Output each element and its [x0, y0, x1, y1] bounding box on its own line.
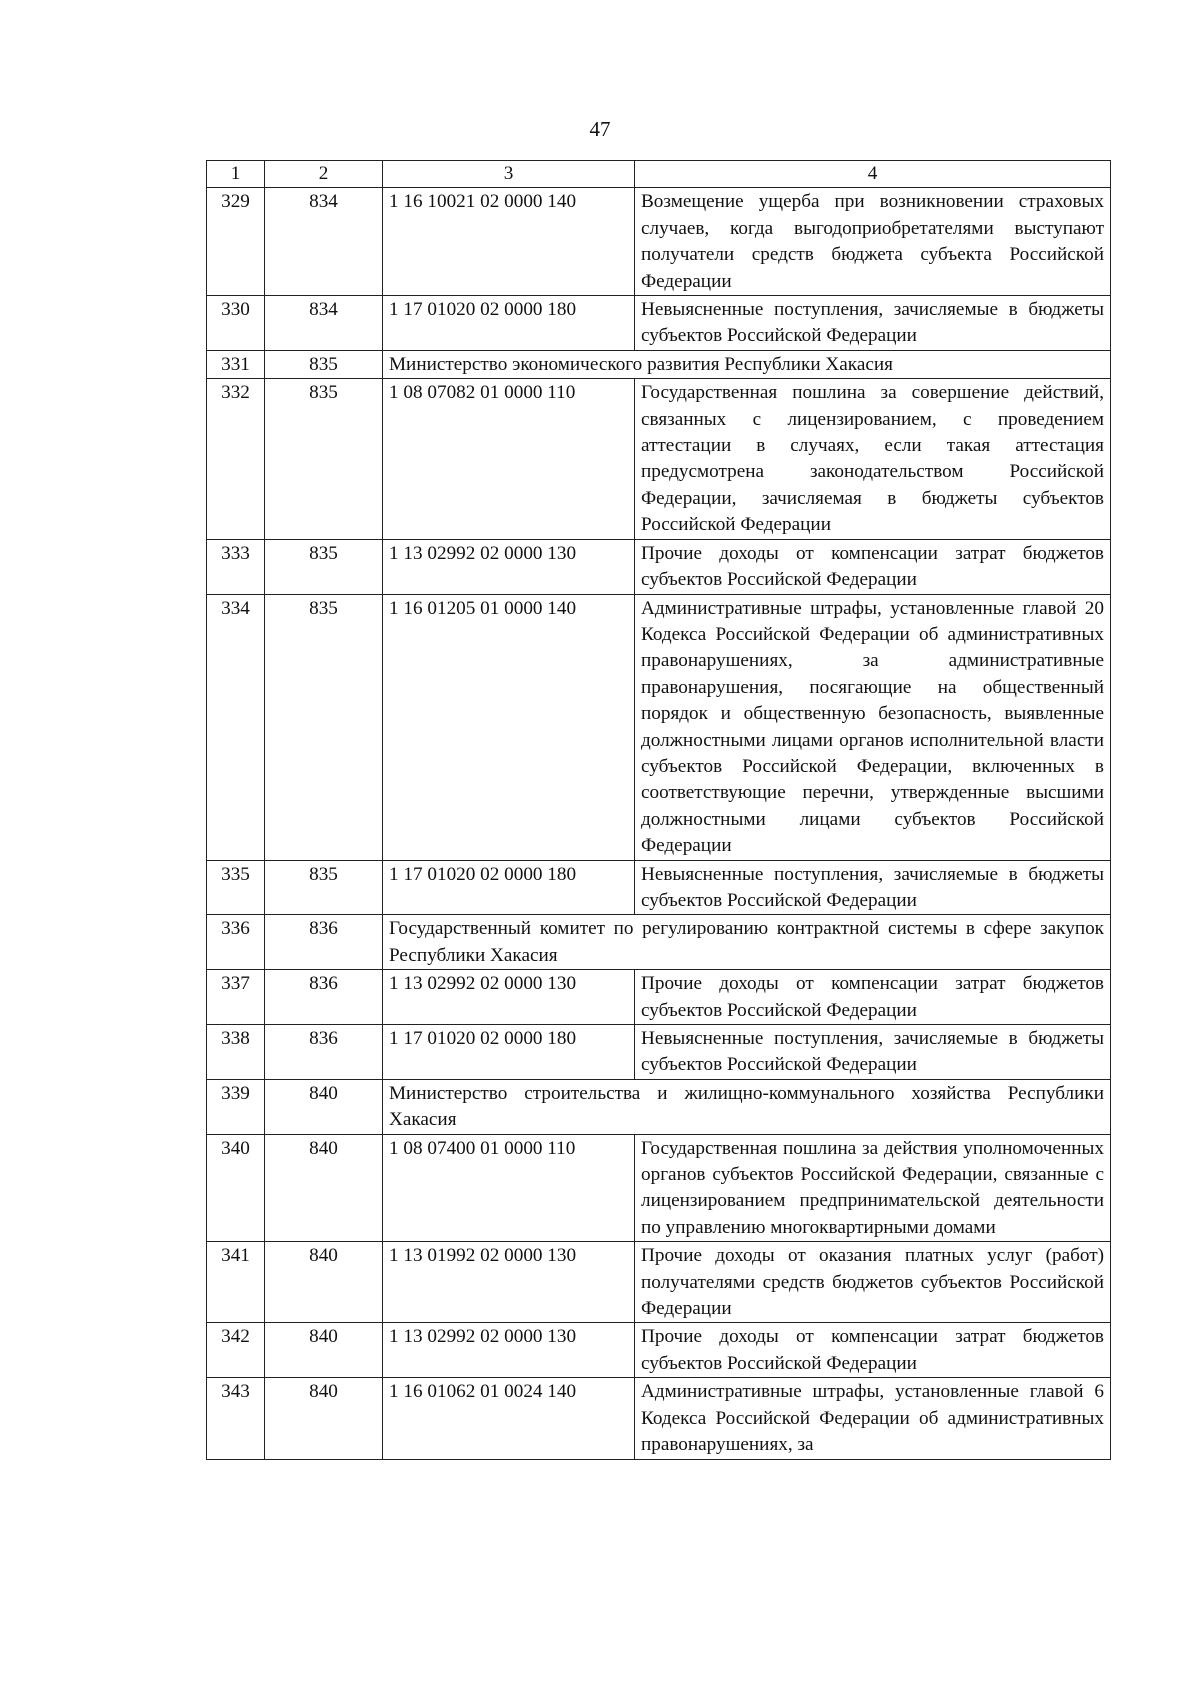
- table-row: [207, 379, 1111, 539]
- admin-code-cell: 840: [265, 1134, 383, 1242]
- admin-code-cell: 836: [265, 1025, 383, 1080]
- admin-code-cell: 836: [265, 915, 383, 970]
- header-col-2: 2: [265, 161, 383, 188]
- revenue-name-cell: Прочие доходы от компенсации затрат бюджетов субъектов Российской Федерации: [635, 539, 1111, 594]
- table-row: [207, 539, 1111, 594]
- revenue-name-cell: Прочие доходы от компенсации затрат бюджетов субъектов Российской Федерации: [635, 970, 1111, 1025]
- table-body: [207, 161, 1111, 1460]
- admin-code-cell: 840: [265, 1242, 383, 1323]
- revenue-code-cell: 1 17 01020 02 0000 180: [383, 1025, 635, 1080]
- row-number-cell: 337: [207, 970, 265, 1025]
- table-row: [207, 594, 1111, 860]
- row-number-cell: 334: [207, 594, 265, 860]
- row-number-cell: 331: [207, 350, 265, 378]
- revenue-name-cell: Невыясненные поступления, зачисляемые в бюджеты субъектов Российской Федерации: [635, 1025, 1111, 1080]
- admin-code-cell: 840: [265, 1323, 383, 1378]
- table-row: [207, 915, 1111, 970]
- revenue-name-cell: Административные штрафы, установленные главой 6 Кодекса Российской Федерации об административных правонарушениях, за: [635, 1378, 1111, 1459]
- row-number-cell: 336: [207, 915, 265, 970]
- revenue-code-cell: 1 16 10021 02 0000 140: [383, 188, 635, 296]
- row-number-cell: 329: [207, 188, 265, 296]
- revenue-name-cell: Прочие доходы от оказания платных услуг (работ) получателями средств бюджетов субъектов Российской Федерации: [635, 1242, 1111, 1323]
- row-number-cell: 338: [207, 1025, 265, 1080]
- revenue-code-cell: 1 13 02992 02 0000 130: [383, 970, 635, 1025]
- table-row: [207, 1242, 1111, 1323]
- row-number-cell: 333: [207, 539, 265, 594]
- table-row: [207, 860, 1111, 915]
- admin-code-cell: 840: [265, 1079, 383, 1134]
- revenue-code-cell: 1 17 01020 02 0000 180: [383, 860, 635, 915]
- row-number-cell: 341: [207, 1242, 265, 1323]
- row-number-cell: 335: [207, 860, 265, 915]
- revenue-code-cell: 1 13 02992 02 0000 130: [383, 539, 635, 594]
- admin-code-cell: 835: [265, 860, 383, 915]
- revenue-code-cell: 1 16 01205 01 0000 140: [383, 594, 635, 860]
- admin-code-cell: 834: [265, 296, 383, 351]
- revenue-name-cell: Государственная пошлина за совершение действий, связанных с лицензированием, с проведением аттестации в случаях, если такая аттестация предусмотрена законодательством Российской Федерации, зачисляемая в бюджеты субъектов Российской Федерации: [635, 379, 1111, 539]
- revenue-codes-table: [206, 160, 1111, 1460]
- revenue-name-cell: Прочие доходы от компенсации затрат бюджетов субъектов Российской Федерации: [635, 1323, 1111, 1378]
- admin-code-cell: 835: [265, 594, 383, 860]
- revenue-name-cell: Невыясненные поступления, зачисляемые в бюджеты субъектов Российской Федерации: [635, 860, 1111, 915]
- admin-code-cell: 836: [265, 970, 383, 1025]
- row-number-cell: 340: [207, 1134, 265, 1242]
- table-row: [207, 1079, 1111, 1134]
- admin-code-cell: 834: [265, 188, 383, 296]
- administrator-name-cell: Министерство экономического развития Республики Хакасия: [383, 350, 1111, 378]
- row-number-cell: 342: [207, 1323, 265, 1378]
- revenue-name-cell: Административные штрафы, установленные главой 20 Кодекса Российской Федерации об административных правонарушениях, за административные правонарушения, посягающие на общественный порядок и общественную безопасность, выявленные должностными лицами органов исполнительной власти субъектов Российской Федерации, включенных в соответствующие перечни, утвержденные высшими должностными лицами субъектов Российской Федерации: [635, 594, 1111, 860]
- row-number-cell: 343: [207, 1378, 265, 1459]
- table-row: [207, 970, 1111, 1025]
- revenue-code-cell: 1 08 07082 01 0000 110: [383, 379, 635, 539]
- header-col-3: 3: [383, 161, 635, 188]
- administrator-name-cell: Министерство строительства и жилищно-коммунального хозяйства Республики Хакасия: [383, 1079, 1111, 1134]
- row-number-cell: 332: [207, 379, 265, 539]
- revenue-code-cell: 1 16 01062 01 0024 140: [383, 1378, 635, 1459]
- admin-code-cell: 835: [265, 350, 383, 378]
- table-row: [207, 350, 1111, 378]
- table-row: [207, 188, 1111, 296]
- revenue-code-cell: 1 17 01020 02 0000 180: [383, 296, 635, 351]
- admin-code-cell: 840: [265, 1378, 383, 1459]
- revenue-name-cell: Невыясненные поступления, зачисляемые в бюджеты субъектов Российской Федерации: [635, 296, 1111, 351]
- table-row: [207, 296, 1111, 351]
- admin-code-cell: 835: [265, 539, 383, 594]
- row-number-cell: 339: [207, 1079, 265, 1134]
- table-row: [207, 1378, 1111, 1459]
- page-number: 47: [589, 117, 611, 141]
- revenue-code-cell: 1 13 01992 02 0000 130: [383, 1242, 635, 1323]
- table-row: [207, 1025, 1111, 1080]
- revenue-code-cell: 1 13 02992 02 0000 130: [383, 1323, 635, 1378]
- revenue-code-cell: 1 08 07400 01 0000 110: [383, 1134, 635, 1242]
- administrator-name-cell: Государственный комитет по регулированию контрактной системы в сфере закупок Республики Хакасия: [383, 915, 1111, 970]
- table-row: [207, 1134, 1111, 1242]
- header-col-4: 4: [635, 161, 1111, 188]
- table-header-row: [207, 161, 1111, 188]
- row-number-cell: 330: [207, 296, 265, 351]
- header-col-1: 1: [207, 161, 265, 188]
- admin-code-cell: 835: [265, 379, 383, 539]
- revenue-name-cell: Возмещение ущерба при возникновении страховых случаев, когда выгодоприобретателями выступают получатели средств бюджета субъекта Российской Федерации: [635, 188, 1111, 296]
- table-row: [207, 1323, 1111, 1378]
- revenue-name-cell: Государственная пошлина за действия уполномоченных органов субъектов Российской Федерации, связанные с лицензированием предпринимательской деятельности по управлению многоквартирными домами: [635, 1134, 1111, 1242]
